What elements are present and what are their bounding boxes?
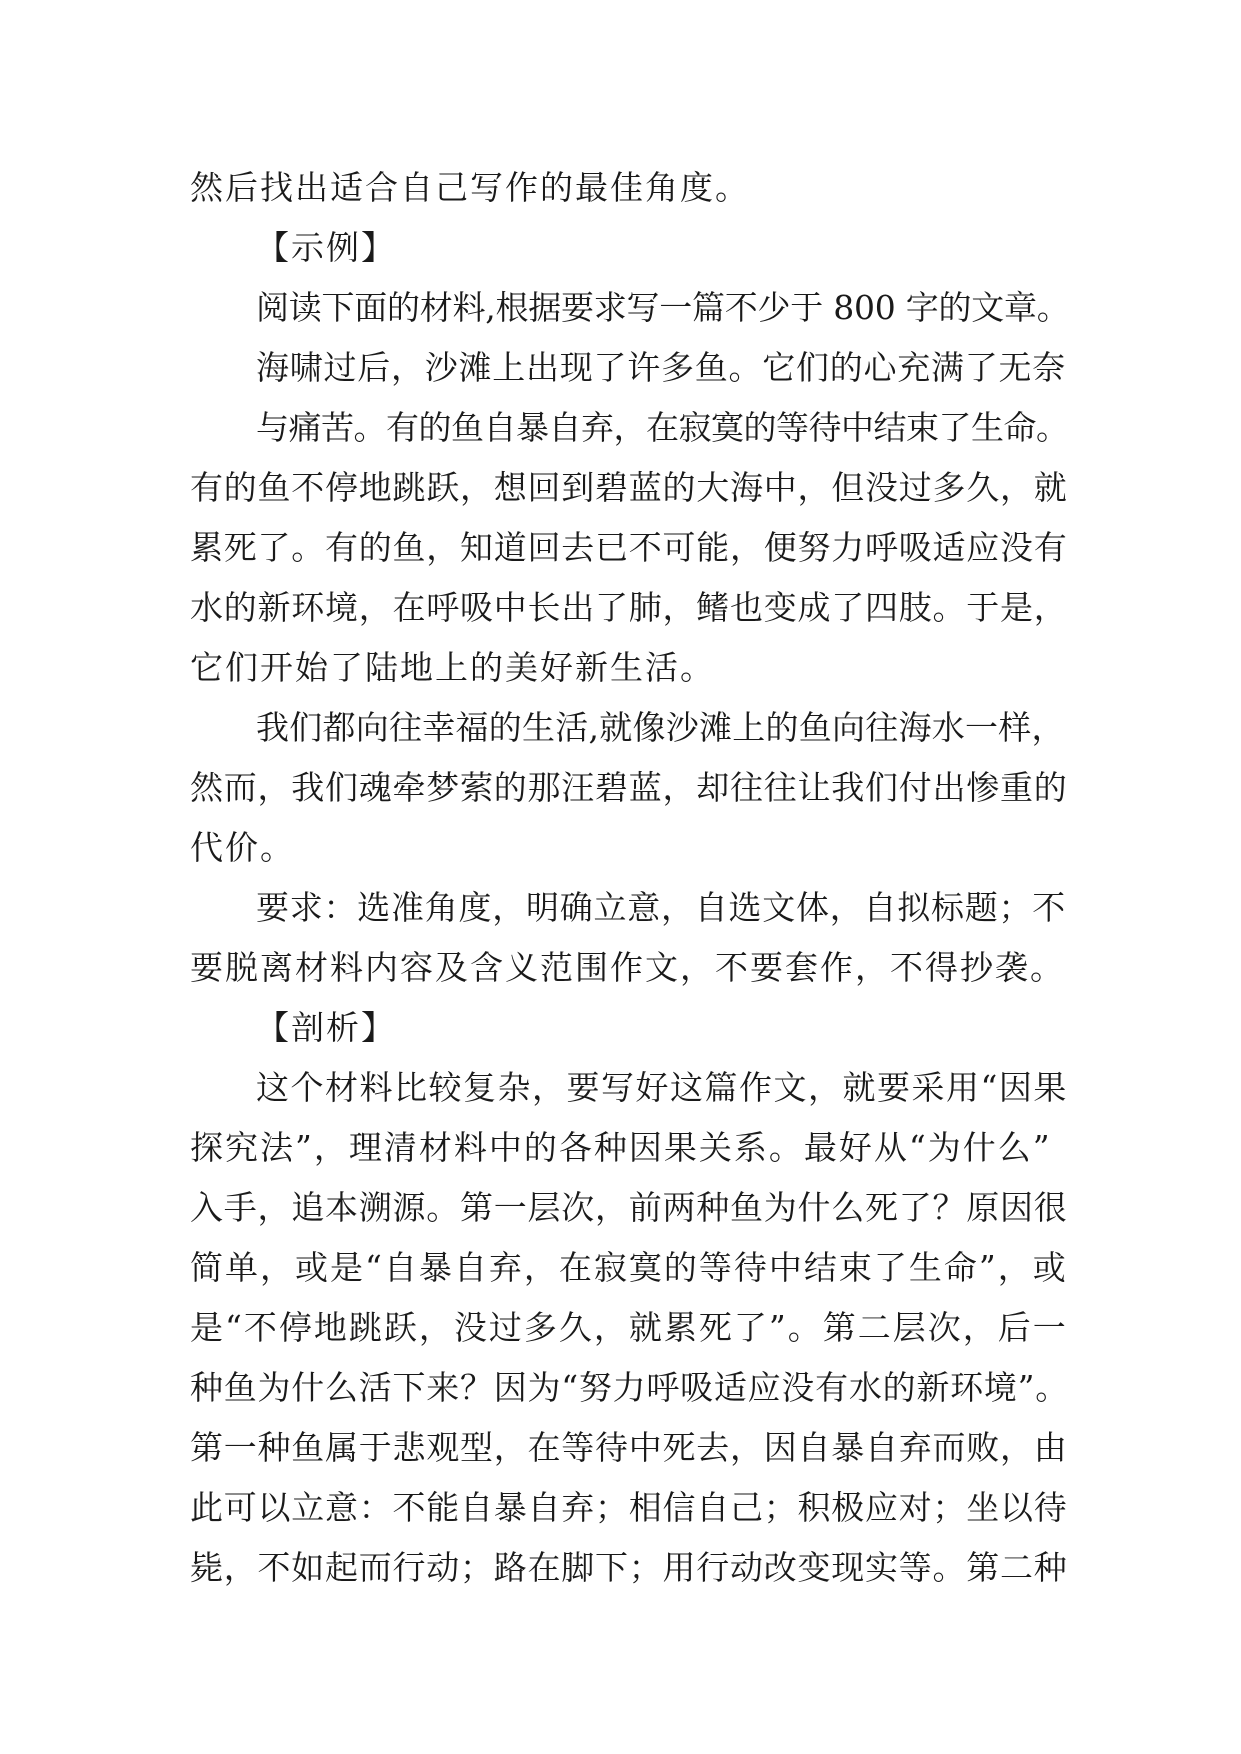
text-line: 累死了。有的鱼，知道回去已不可能，便努力呼吸适应没有: [190, 528, 1068, 567]
text-line: 毙，不如起而行动；路在脚下；用行动改变现实等。第二种: [190, 1548, 1068, 1587]
text-line: 然而，我们魂牵梦萦的那汪碧蓝，却往往让我们付出惨重的: [190, 768, 1068, 807]
text-line: 简单，或是“自暴自弃，在寂寞的等待中结束了生命”，或: [190, 1248, 1068, 1287]
body-text: [190, 158, 1070, 1598]
text-line: 要脱离材料内容及含义范围作文，不要套作，不得抄袭。: [190, 948, 1065, 987]
text-line: 海啸过后，沙滩上出现了许多鱼。它们的心充满了无奈: [256, 348, 1066, 387]
text-line: 【剖析】: [256, 1008, 396, 1047]
text-line: 要求：选准角度，明确立意，自选文体，自拟标题；不: [256, 888, 1066, 927]
text-line: 入手，追本溯源。第一层次，前两种鱼为什么死了？原因很: [190, 1188, 1068, 1227]
text-line: 是“不停地跳跃，没过多久，就累死了”。第二层次，后一: [190, 1308, 1068, 1347]
text-line: 它们开始了陆地上的美好新生活。: [190, 648, 715, 687]
text-line: 阅读下面的材料,根据要求写一篇不少于 800 字的文章。: [256, 288, 1070, 327]
text-line: 代价。: [190, 828, 295, 867]
text-line: 与痛苦。有的鱼自暴自弃，在寂寞的等待中结束了生命。: [256, 408, 1069, 447]
text-line: 然后找出适合自己写作的最佳角度。: [190, 168, 750, 207]
text-line: 我们都向往幸福的生活,就像沙滩上的鱼向往海水一样，: [256, 708, 1065, 747]
text-line: 种鱼为什么活下来？因为“努力呼吸适应没有水的新环境”。: [190, 1368, 1069, 1407]
text-line: 【示例】: [256, 228, 396, 267]
text-line: 有的鱼不停地跳跃，想回到碧蓝的大海中，但没过多久，就: [190, 468, 1068, 507]
text-line: 第一种鱼属于悲观型，在等待中死去，因自暴自弃而败，由: [190, 1428, 1068, 1467]
text-line: 探究法”，理清材料中的各种因果关系。最好从“为什么”: [190, 1128, 1052, 1167]
text-line: 此可以立意：不能自暴自弃；相信自己；积极应对；坐以待: [190, 1488, 1068, 1527]
text-line: 水的新环境，在呼吸中长出了肺，鳍也变成了四肢。于是，: [190, 588, 1068, 627]
text-line: 这个材料比较复杂，要写好这篇作文，就要采用“因果: [256, 1068, 1068, 1107]
